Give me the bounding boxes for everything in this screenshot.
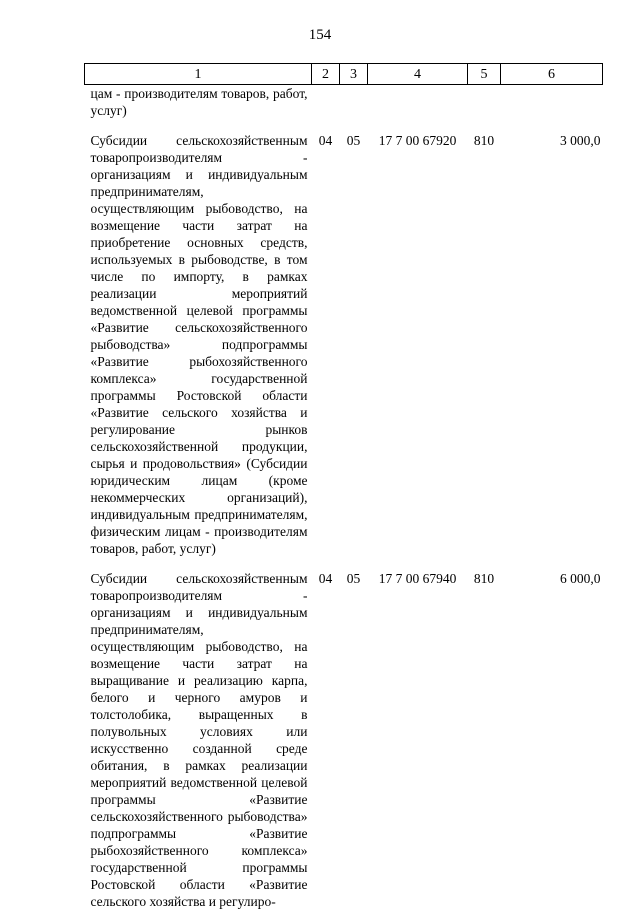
row-target-article: 17 7 00 67920 (378, 133, 457, 148)
row-description: Субсидии сельскохозяйственным товаропроизводителям - организациям и индивидуальным предпринимателям, осуществляющим рыбоводство, на возмещение части затрат на приобретение основных средств, используемых в рыбоводстве, в том числе по импорту, в рамках реализации мероприятий ведомственной целевой программы «Развитие сельскохозяйственного рыбоводства» подпрограммы «Развитие рыбохозяйственного комплекса» государственной программы Ростовской области «Развитие сельского хозяйства и регулирование рынков сельскохозяйственной продукции, сырья и продовольствия» (Субсидии юридическим лицам (кроме некоммерческих организаций), индивидуальным предпринимателям, физическим лицам - производителям товаров, работ, услуг) (90, 133, 308, 556)
row-amount: 6 000,0 (560, 571, 601, 586)
table-row (85, 570, 603, 910)
header-col-4: 4 (368, 64, 468, 85)
table-row (85, 132, 603, 570)
page-number: 154 (308, 27, 332, 43)
header-col-5: 5 (468, 64, 501, 85)
header-col-3: 3 (340, 64, 368, 85)
budget-table (84, 63, 603, 910)
row-expense-type: 810 (473, 133, 495, 148)
header-col-1: 1 (85, 64, 312, 85)
row-amount: 3 000,0 (560, 133, 601, 148)
header-col-6: 6 (501, 64, 603, 85)
row-target-article: 17 7 00 67940 (378, 571, 457, 586)
header-col-2: 2 (312, 64, 340, 85)
table-row (85, 85, 603, 133)
row-subsection: 05 (346, 571, 361, 586)
row-expense-type: 810 (473, 571, 495, 586)
table-header-row (85, 64, 603, 85)
row-description: цам - производителям товаров, работ, услуг) (90, 86, 308, 118)
row-subsection: 05 (346, 133, 361, 148)
row-description: Субсидии сельскохозяйственным товаропроизводителям - организациям и индивидуальным предпринимателям, осуществляющим рыбоводство, на возмещение части затрат на выращивание и реализацию карпа, белого и черного амуров и толстолобика, выращенных в полувольных условиях или искусственно созданной среде обитания, в рамках реализации мероприятий ведомственной целевой программы «Развитие сельскохозяйственного рыбоводства» подпрограммы «Развитие рыбохозяйственного комплекса» государственной программы Ростовской области «Развитие сельского хозяйства и регулиро- (90, 571, 308, 909)
row-section: 04 (318, 133, 333, 148)
row-section: 04 (318, 571, 333, 586)
